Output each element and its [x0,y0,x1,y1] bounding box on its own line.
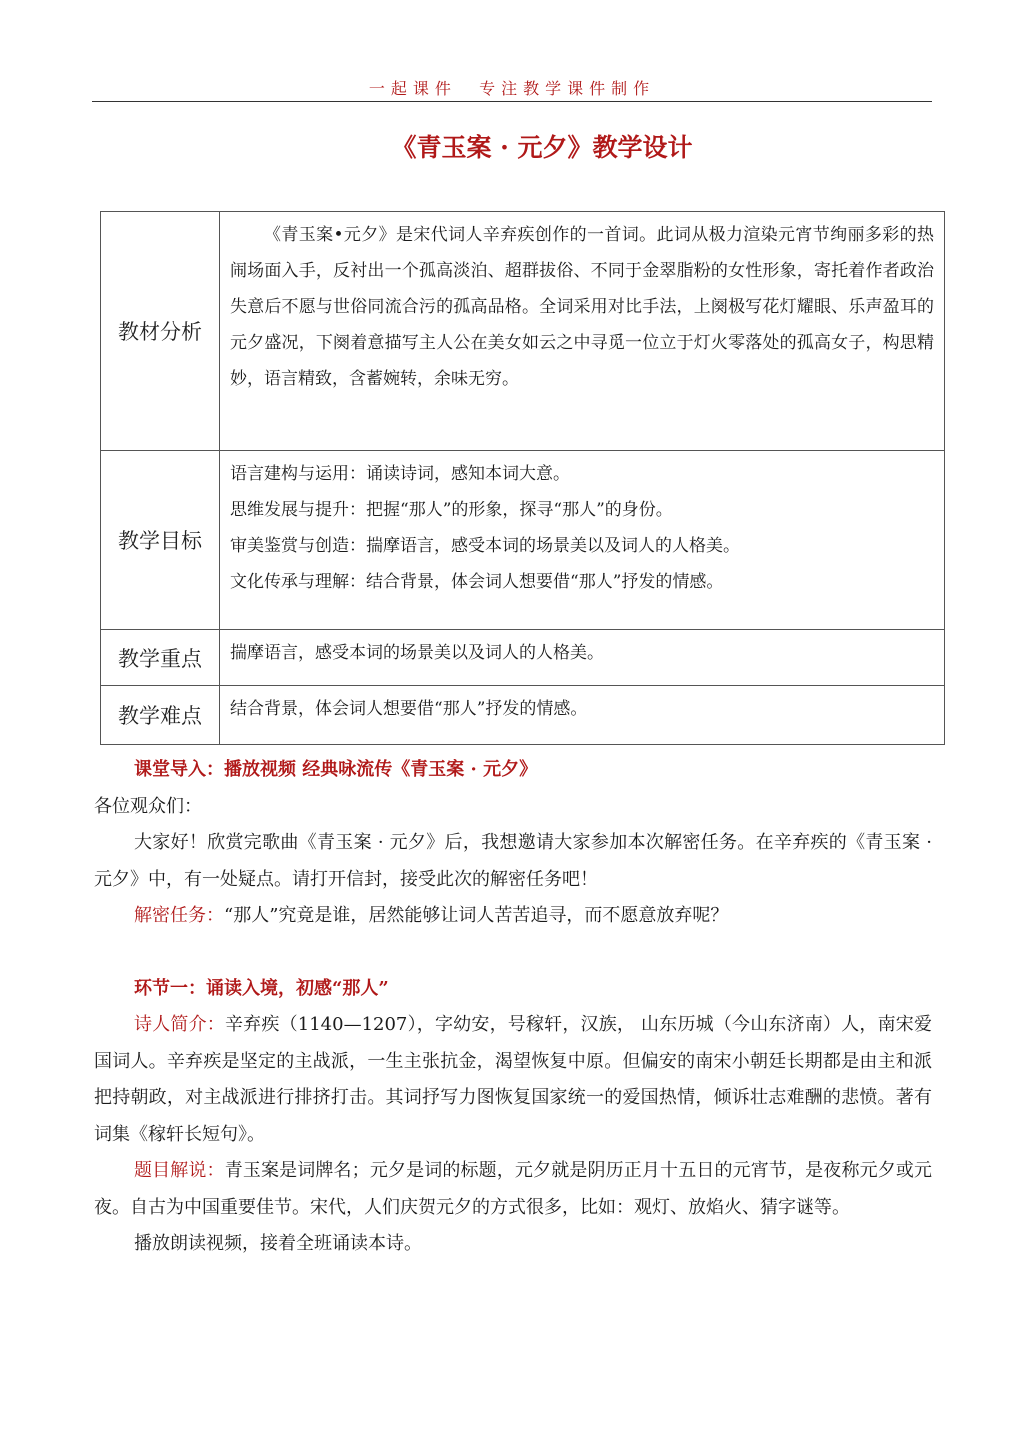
table-row-difficulty [101,686,945,745]
row-label-analysis: 教材分析 [101,212,220,451]
row-label-goals: 教学目标 [101,451,220,630]
title-explain-paragraph [94,1153,932,1226]
document-title: 《青玉案 · 元夕》教学设计 [391,133,693,162]
lesson-body [94,752,932,1263]
section1-heading: 环节一：诵读入境，初感“那人” [134,977,389,999]
poet-intro-paragraph [94,1007,932,1153]
task-paragraph [94,898,932,935]
table-row-key [101,630,945,686]
task-text: “那人”究竟是谁，居然能够让词人苦苦追寻，而不愿意放弃呢？ [224,905,729,926]
title-label: 题目解说： [134,1160,225,1181]
intro-paragraph: 大家好！欣赏完歌曲《青玉案 · 元夕》后，我想邀请大家参加本次解密任务。在辛弃疾的《青玉案 · 元夕》中，有一处疑点。请打开信封，接受此次的解密任务吧！ [94,832,932,890]
key-point-text: 揣摩语言，感受本词的场景美以及词人的人格美。 [220,630,945,686]
row-label-key: 教学重点 [101,630,220,686]
goal-item: 文化传承与理解：结合背景，体会词人想要借“那人”抒发的情感。 [230,572,724,592]
analysis-text: 《青玉案•元夕》是宋代词人辛弃疾创作的一首词。此词从极力渲染元宵节绚丽多彩的热闹场面入手，反衬出一个孤高淡泊、超群拔俗、不同于金翠脂粉的女性形象，寄托着作者政治失意后不愿与世俗同流合污的孤高品格。全词采用对比手法，上阕极写花灯耀眼、乐声盈耳的元夕盛况，下阕着意描写主人公在美女如云之中寻觅一位立于灯火零落处的孤高女子，构思精妙，语言精致，含蓄婉转，余味无穷。 [220,212,945,451]
goal-item: 思维发展与提升：把握“那人”的形象，探寻“那人”的身份。 [230,500,673,520]
closing-paragraph: 播放朗读视频，接着全班诵读本诗。 [134,1233,422,1254]
goals-list [220,451,945,630]
header-divider [92,101,932,102]
intro-heading: 课堂导入：播放视频 经典咏流传《青玉案 · 元夕》 [134,759,538,780]
goal-item: 语言建构与运用：诵读诗词，感知本词大意。 [230,464,570,484]
goal-item: 审美鉴赏与创造：揣摩语言，感受本词的场景美以及词人的人格美。 [230,536,740,556]
page-header: 一起课件 专注教学课件制作 [368,79,656,98]
poet-text: 辛弃疾（1140—1207），字幼安，号稼轩，汉族， 山东历城（今山东济南）人，南宋爱国词人。辛弃疾是坚定的主战派，一生主张抗金，渴望恢复中原。但偏安的南宋小朝廷长期都是由主和派把持朝政，对主战派进行排挤打击。其词抒写力图恢复国家统一的爱国热情，倾诉壮志难酬的悲愤。著有词集《稼轩长短句》。 [94,1014,932,1145]
title-explain-text: 青玉案是词牌名；元夕是词的标题，元夕就是阴历正月十五日的元宵节，是夜称元夕或元夜。自古为中国重要佳节。宋代，人们庆贺元夕的方式很多，比如：观灯、放焰火、猜字谜等。 [94,1160,933,1218]
table-row-goals [101,451,945,630]
table-row-analysis [101,212,945,451]
poet-label: 诗人简介： [134,1014,225,1035]
task-label: 解密任务： [134,905,224,926]
lesson-plan-table [100,211,945,745]
section-gap [94,935,932,971]
row-label-difficulty: 教学难点 [101,686,220,745]
intro-greeting: 各位观众们： [94,795,202,817]
difficulty-text: 结合背景，体会词人想要借“那人”抒发的情感。 [220,686,945,745]
